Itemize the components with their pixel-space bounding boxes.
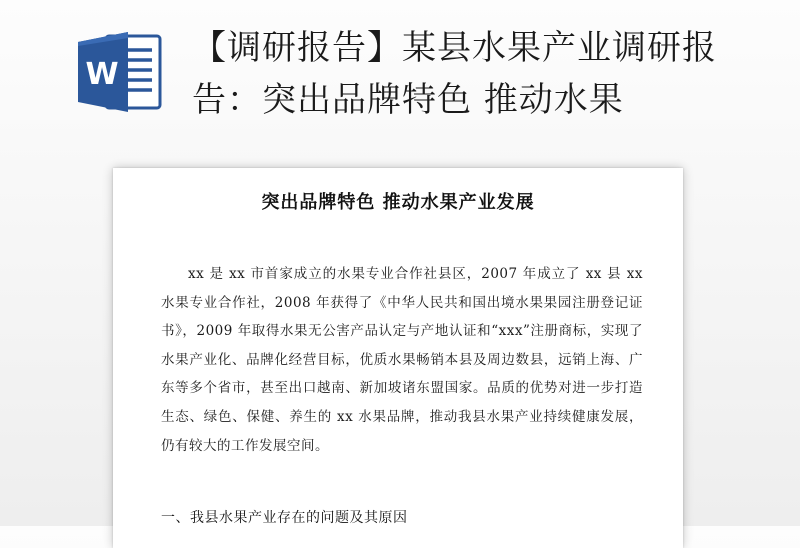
page-title: 【调研报告】某县水果产业调研报告：突出品牌特色 推动水果 (192, 28, 717, 120)
document-heading: 突出品牌特色 推动水果产业发展 (261, 192, 535, 213)
word-icon (76, 28, 164, 116)
word-icon-letter: W (85, 57, 119, 92)
header (0, 0, 800, 140)
document-paragraph: xx 是 xx 市首家成立的水果专业合作社县区，2007 年成立了 xx 县 xx 水果专业合作社，2008 年获得了《中华人民共和国出境水果果园注册登记证书》，2009 年取得水果无公害产品认定与产地认证和“xxx”注册商标，实现了水果产业化、品牌化经营目标，优质水果畅销本县及周边数县，远销上海、广东等多个省市，甚至出口越南、新加坡诸东盟国家。品质的优势对进一步打造生态、绿色、保健、养生的 xx 水果品牌，推动我县水果产业持续健康发展，仍有较大的工作发展空间。 (161, 266, 643, 454)
section-heading: 一、我县水果产业存在的问题及其原因 (161, 510, 408, 526)
document-page (113, 168, 683, 548)
